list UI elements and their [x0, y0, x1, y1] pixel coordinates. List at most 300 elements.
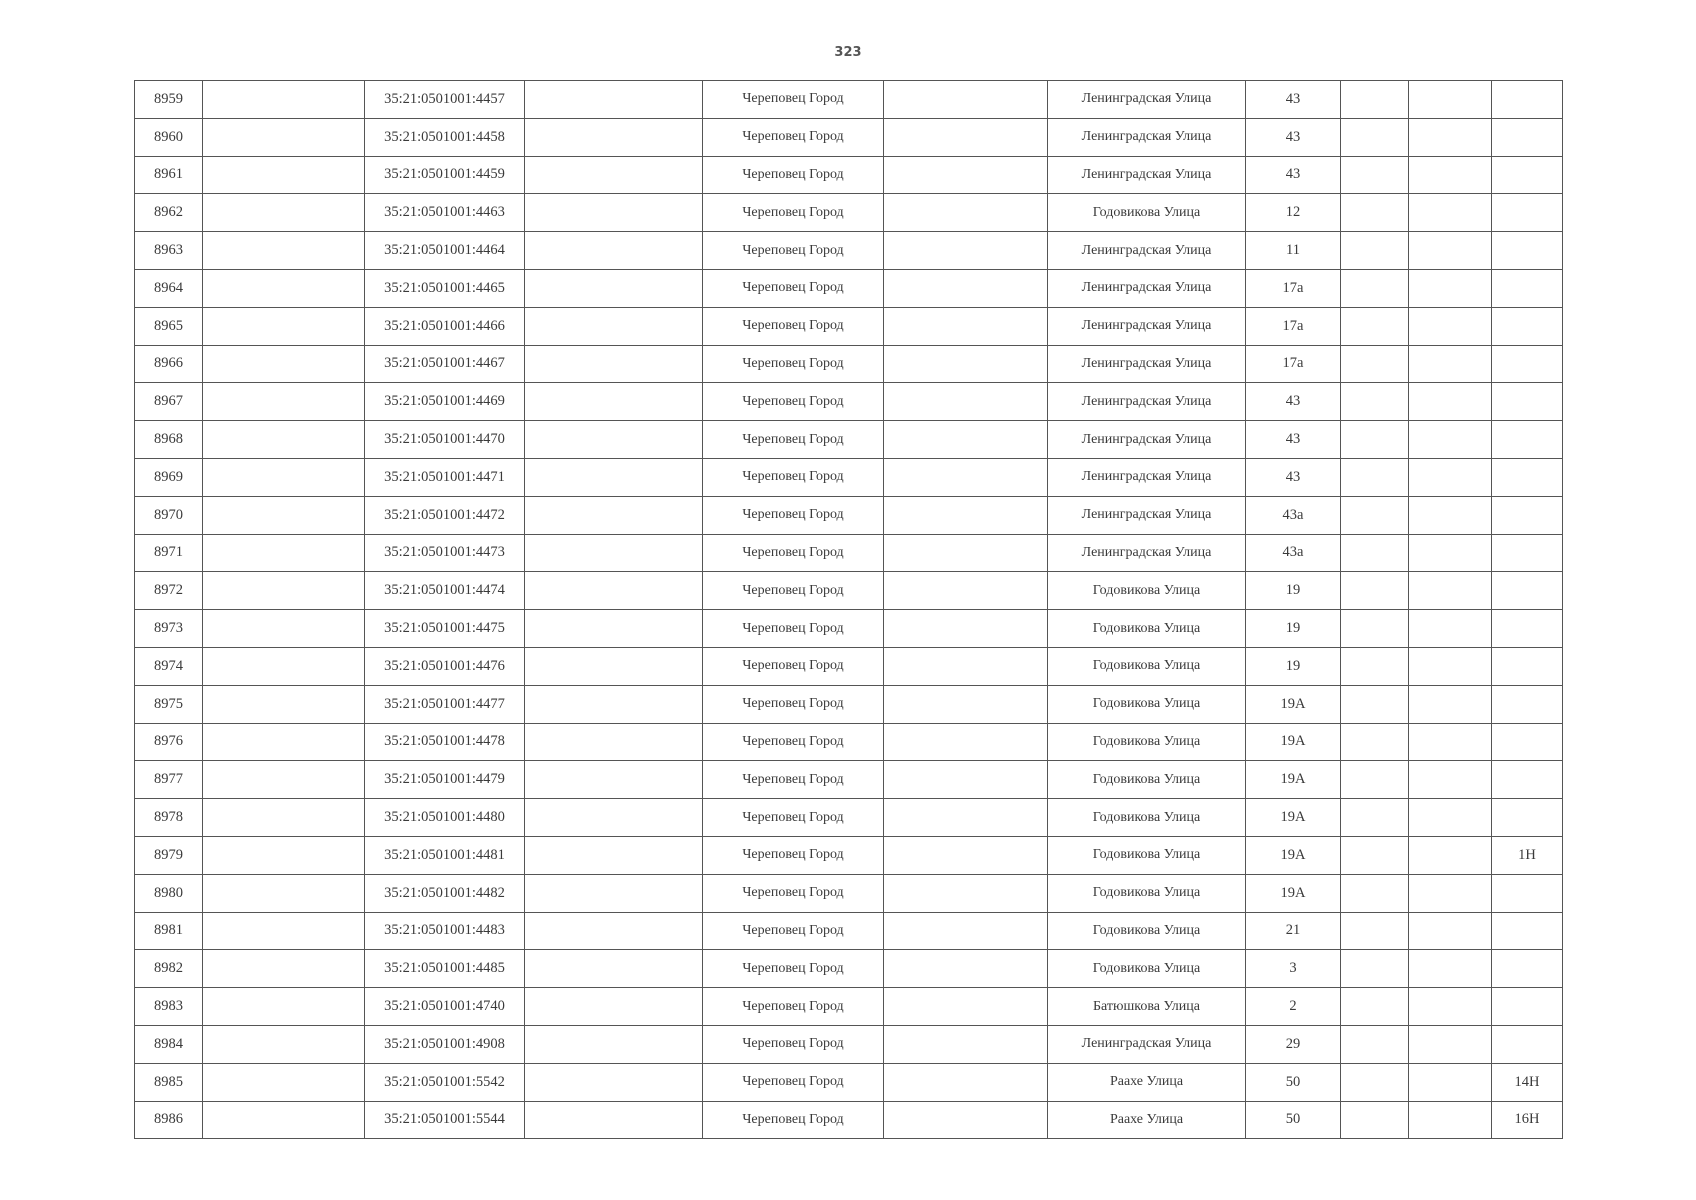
street-cell: Ленинградская Улица [1048, 496, 1246, 534]
empty-cell [525, 761, 703, 799]
empty-cell [884, 232, 1048, 270]
empty-cell [1341, 761, 1409, 799]
premises-number-cell: 14Н [1492, 1063, 1563, 1101]
empty-cell [203, 799, 365, 837]
empty-cell [1341, 269, 1409, 307]
empty-cell [203, 685, 365, 723]
street-cell: Годовикова Улица [1048, 685, 1246, 723]
table-row [135, 269, 1563, 307]
cadastral-number-cell: 35:21:0501001:4469 [365, 383, 525, 421]
cadastral-number-cell: 35:21:0501001:4479 [365, 761, 525, 799]
cadastral-number-cell: 35:21:0501001:4477 [365, 685, 525, 723]
empty-cell [1409, 1101, 1492, 1139]
cadastral-number-cell: 35:21:0501001:4740 [365, 988, 525, 1026]
empty-cell [1409, 950, 1492, 988]
cadastral-number-cell: 35:21:0501001:4483 [365, 912, 525, 950]
empty-cell [525, 610, 703, 648]
empty-cell [525, 421, 703, 459]
street-cell: Раахе Улица [1048, 1063, 1246, 1101]
empty-cell [1409, 1063, 1492, 1101]
street-cell: Годовикова Улица [1048, 912, 1246, 950]
empty-cell [884, 685, 1048, 723]
row-number-cell: 8980 [135, 874, 203, 912]
empty-cell [1341, 912, 1409, 950]
street-cell: Ленинградская Улица [1048, 232, 1246, 270]
row-number-cell: 8965 [135, 307, 203, 345]
empty-cell [203, 269, 365, 307]
premises-number-cell [1492, 610, 1563, 648]
empty-cell [203, 874, 365, 912]
empty-cell [525, 647, 703, 685]
table-row [135, 950, 1563, 988]
city-cell: Череповец Город [703, 156, 884, 194]
page-number: 323 [834, 45, 862, 60]
house-number-cell: 2 [1246, 988, 1341, 1026]
empty-cell [203, 156, 365, 194]
premises-number-cell [1492, 761, 1563, 799]
cadastral-number-cell: 35:21:0501001:4474 [365, 572, 525, 610]
street-cell: Ленинградская Улица [1048, 1025, 1246, 1063]
table-row [135, 383, 1563, 421]
empty-cell [203, 534, 365, 572]
street-cell: Ленинградская Улица [1048, 156, 1246, 194]
table-row [135, 1101, 1563, 1139]
premises-number-cell [1492, 269, 1563, 307]
empty-cell [1341, 383, 1409, 421]
city-cell: Череповец Город [703, 421, 884, 459]
empty-cell [525, 81, 703, 119]
house-number-cell: 3 [1246, 950, 1341, 988]
empty-cell [884, 421, 1048, 459]
empty-cell [203, 345, 365, 383]
empty-cell [884, 345, 1048, 383]
empty-cell [1341, 647, 1409, 685]
premises-number-cell [1492, 799, 1563, 837]
row-number-cell: 8979 [135, 836, 203, 874]
premises-number-cell [1492, 534, 1563, 572]
row-number-cell: 8983 [135, 988, 203, 1026]
city-cell: Череповец Город [703, 1101, 884, 1139]
empty-cell [1341, 1025, 1409, 1063]
empty-cell [203, 647, 365, 685]
city-cell: Череповец Город [703, 534, 884, 572]
empty-cell [203, 307, 365, 345]
cadastral-number-cell: 35:21:0501001:4463 [365, 194, 525, 232]
empty-cell [203, 458, 365, 496]
house-number-cell: 19А [1246, 761, 1341, 799]
premises-number-cell [1492, 912, 1563, 950]
cadastral-number-cell: 35:21:0501001:4458 [365, 118, 525, 156]
empty-cell [1409, 232, 1492, 270]
premises-number-cell [1492, 194, 1563, 232]
premises-number-cell [1492, 81, 1563, 119]
house-number-cell: 17а [1246, 307, 1341, 345]
street-cell: Ленинградская Улица [1048, 81, 1246, 119]
city-cell: Череповец Город [703, 874, 884, 912]
empty-cell [1409, 572, 1492, 610]
cadastral-number-cell: 35:21:0501001:4470 [365, 421, 525, 459]
empty-cell [1341, 232, 1409, 270]
street-cell: Раахе Улица [1048, 1101, 1246, 1139]
city-cell: Череповец Город [703, 458, 884, 496]
house-number-cell: 21 [1246, 912, 1341, 950]
empty-cell [1409, 118, 1492, 156]
street-cell: Годовикова Улица [1048, 950, 1246, 988]
table-row [135, 874, 1563, 912]
table-row [135, 988, 1563, 1026]
table-row [135, 345, 1563, 383]
row-number-cell: 8984 [135, 1025, 203, 1063]
house-number-cell: 29 [1246, 1025, 1341, 1063]
empty-cell [203, 761, 365, 799]
row-number-cell: 8976 [135, 723, 203, 761]
house-number-cell: 19А [1246, 723, 1341, 761]
city-cell: Череповец Город [703, 194, 884, 232]
cadastral-number-cell: 35:21:0501001:4475 [365, 610, 525, 648]
empty-cell [203, 421, 365, 459]
table-row [135, 421, 1563, 459]
cadastral-number-cell: 35:21:0501001:4480 [365, 799, 525, 837]
house-number-cell: 43 [1246, 81, 1341, 119]
empty-cell [1409, 307, 1492, 345]
empty-cell [884, 1025, 1048, 1063]
empty-cell [1341, 156, 1409, 194]
street-cell: Годовикова Улица [1048, 723, 1246, 761]
empty-cell [525, 118, 703, 156]
city-cell: Череповец Город [703, 81, 884, 119]
empty-cell [525, 685, 703, 723]
table-row [135, 836, 1563, 874]
empty-cell [525, 572, 703, 610]
empty-cell [884, 572, 1048, 610]
row-number-cell: 8961 [135, 156, 203, 194]
empty-cell [884, 269, 1048, 307]
empty-cell [1409, 81, 1492, 119]
empty-cell [884, 1101, 1048, 1139]
cadastral-number-cell: 35:21:0501001:5544 [365, 1101, 525, 1139]
row-number-cell: 8970 [135, 496, 203, 534]
empty-cell [203, 1101, 365, 1139]
empty-cell [1409, 912, 1492, 950]
premises-number-cell [1492, 156, 1563, 194]
empty-cell [203, 723, 365, 761]
cadastral-number-cell: 35:21:0501001:4471 [365, 458, 525, 496]
cadastral-number-cell: 35:21:0501001:4481 [365, 836, 525, 874]
empty-cell [884, 194, 1048, 232]
empty-cell [525, 723, 703, 761]
empty-cell [1341, 534, 1409, 572]
city-cell: Череповец Город [703, 988, 884, 1026]
empty-cell [1341, 799, 1409, 837]
empty-cell [203, 988, 365, 1026]
table-row [135, 232, 1563, 270]
house-number-cell: 17а [1246, 345, 1341, 383]
empty-cell [525, 950, 703, 988]
house-number-cell: 19А [1246, 799, 1341, 837]
empty-cell [884, 610, 1048, 648]
empty-cell [1409, 799, 1492, 837]
empty-cell [203, 912, 365, 950]
row-number-cell: 8960 [135, 118, 203, 156]
table-row [135, 1025, 1563, 1063]
empty-cell [1409, 421, 1492, 459]
empty-cell [525, 874, 703, 912]
empty-cell [1409, 836, 1492, 874]
empty-cell [525, 534, 703, 572]
row-number-cell: 8981 [135, 912, 203, 950]
street-cell: Ленинградская Улица [1048, 118, 1246, 156]
empty-cell [1341, 685, 1409, 723]
street-cell: Годовикова Улица [1048, 874, 1246, 912]
table-row [135, 912, 1563, 950]
table-row [135, 723, 1563, 761]
table-row [135, 572, 1563, 610]
city-cell: Череповец Город [703, 761, 884, 799]
street-cell: Годовикова Улица [1048, 761, 1246, 799]
empty-cell [1341, 874, 1409, 912]
empty-cell [1341, 836, 1409, 874]
empty-cell [1341, 572, 1409, 610]
street-cell: Ленинградская Улица [1048, 345, 1246, 383]
premises-number-cell [1492, 1025, 1563, 1063]
empty-cell [884, 761, 1048, 799]
table-row [135, 496, 1563, 534]
registry-body [135, 81, 1563, 1139]
empty-cell [884, 458, 1048, 496]
empty-cell [1409, 458, 1492, 496]
city-cell: Череповец Город [703, 232, 884, 270]
empty-cell [884, 874, 1048, 912]
empty-cell [525, 345, 703, 383]
street-cell: Ленинградская Улица [1048, 307, 1246, 345]
empty-cell [525, 383, 703, 421]
empty-cell [203, 496, 365, 534]
empty-cell [525, 232, 703, 270]
table-row [135, 647, 1563, 685]
row-number-cell: 8963 [135, 232, 203, 270]
row-number-cell: 8985 [135, 1063, 203, 1101]
premises-number-cell [1492, 685, 1563, 723]
table-row [135, 1063, 1563, 1101]
empty-cell [1341, 1101, 1409, 1139]
empty-cell [525, 496, 703, 534]
house-number-cell: 11 [1246, 232, 1341, 270]
empty-cell [1409, 194, 1492, 232]
empty-cell [1409, 1025, 1492, 1063]
empty-cell [884, 988, 1048, 1026]
premises-number-cell [1492, 950, 1563, 988]
cadastral-number-cell: 35:21:0501001:5542 [365, 1063, 525, 1101]
city-cell: Череповец Город [703, 1063, 884, 1101]
city-cell: Череповец Город [703, 496, 884, 534]
cadastral-number-cell: 35:21:0501001:4482 [365, 874, 525, 912]
row-number-cell: 8967 [135, 383, 203, 421]
house-number-cell: 43 [1246, 118, 1341, 156]
empty-cell [884, 647, 1048, 685]
cadastral-number-cell: 35:21:0501001:4476 [365, 647, 525, 685]
row-number-cell: 8972 [135, 572, 203, 610]
premises-number-cell [1492, 345, 1563, 383]
table-row [135, 118, 1563, 156]
house-number-cell: 43 [1246, 156, 1341, 194]
empty-cell [525, 1063, 703, 1101]
premises-number-cell [1492, 458, 1563, 496]
empty-cell [525, 1025, 703, 1063]
empty-cell [1409, 874, 1492, 912]
empty-cell [203, 950, 365, 988]
premises-number-cell [1492, 723, 1563, 761]
city-cell: Череповец Город [703, 118, 884, 156]
empty-cell [525, 836, 703, 874]
premises-number-cell [1492, 421, 1563, 459]
premises-number-cell [1492, 647, 1563, 685]
city-cell: Череповец Город [703, 685, 884, 723]
cadastral-number-cell: 35:21:0501001:4478 [365, 723, 525, 761]
city-cell: Череповец Город [703, 723, 884, 761]
street-cell: Годовикова Улица [1048, 647, 1246, 685]
city-cell: Череповец Город [703, 572, 884, 610]
empty-cell [1409, 647, 1492, 685]
row-number-cell: 8975 [135, 685, 203, 723]
empty-cell [1409, 496, 1492, 534]
row-number-cell: 8969 [135, 458, 203, 496]
empty-cell [884, 383, 1048, 421]
empty-cell [884, 912, 1048, 950]
city-cell: Череповец Город [703, 1025, 884, 1063]
empty-cell [884, 799, 1048, 837]
table-row [135, 194, 1563, 232]
empty-cell [1341, 345, 1409, 383]
row-number-cell: 8982 [135, 950, 203, 988]
empty-cell [203, 194, 365, 232]
empty-cell [525, 799, 703, 837]
house-number-cell: 12 [1246, 194, 1341, 232]
premises-number-cell [1492, 307, 1563, 345]
house-number-cell: 19 [1246, 572, 1341, 610]
premises-number-cell [1492, 118, 1563, 156]
empty-cell [1341, 496, 1409, 534]
street-cell: Ленинградская Улица [1048, 458, 1246, 496]
street-cell: Ленинградская Улица [1048, 421, 1246, 459]
empty-cell [884, 156, 1048, 194]
table-row [135, 799, 1563, 837]
empty-cell [1409, 383, 1492, 421]
empty-cell [203, 1025, 365, 1063]
table-row [135, 685, 1563, 723]
empty-cell [884, 836, 1048, 874]
table-row [135, 534, 1563, 572]
premises-number-cell [1492, 383, 1563, 421]
city-cell: Череповец Город [703, 950, 884, 988]
street-cell: Годовикова Улица [1048, 194, 1246, 232]
street-cell: Ленинградская Улица [1048, 534, 1246, 572]
premises-number-cell [1492, 232, 1563, 270]
house-number-cell: 19 [1246, 647, 1341, 685]
empty-cell [203, 118, 365, 156]
city-cell: Череповец Город [703, 799, 884, 837]
empty-cell [525, 458, 703, 496]
city-cell: Череповец Город [703, 307, 884, 345]
empty-cell [1341, 1063, 1409, 1101]
empty-cell [203, 232, 365, 270]
table-row [135, 458, 1563, 496]
empty-cell [525, 1101, 703, 1139]
row-number-cell: 8973 [135, 610, 203, 648]
empty-cell [884, 81, 1048, 119]
cadastral-number-cell: 35:21:0501001:4472 [365, 496, 525, 534]
cadastral-number-cell: 35:21:0501001:4473 [365, 534, 525, 572]
empty-cell [884, 950, 1048, 988]
house-number-cell: 50 [1246, 1101, 1341, 1139]
house-number-cell: 43а [1246, 496, 1341, 534]
empty-cell [1341, 610, 1409, 648]
cadastral-number-cell: 35:21:0501001:4485 [365, 950, 525, 988]
row-number-cell: 8978 [135, 799, 203, 837]
empty-cell [1409, 723, 1492, 761]
house-number-cell: 43 [1246, 458, 1341, 496]
cadastral-number-cell: 35:21:0501001:4459 [365, 156, 525, 194]
empty-cell [525, 194, 703, 232]
empty-cell [525, 912, 703, 950]
house-number-cell: 43а [1246, 534, 1341, 572]
city-cell: Череповец Город [703, 836, 884, 874]
empty-cell [884, 118, 1048, 156]
premises-number-cell [1492, 572, 1563, 610]
empty-cell [1341, 458, 1409, 496]
street-cell: Батюшкова Улица [1048, 988, 1246, 1026]
premises-number-cell [1492, 496, 1563, 534]
empty-cell [1409, 534, 1492, 572]
empty-cell [1341, 118, 1409, 156]
row-number-cell: 8959 [135, 81, 203, 119]
empty-cell [203, 1063, 365, 1101]
empty-cell [884, 1063, 1048, 1101]
street-cell: Годовикова Улица [1048, 799, 1246, 837]
city-cell: Череповец Город [703, 383, 884, 421]
empty-cell [1409, 156, 1492, 194]
table-row [135, 81, 1563, 119]
house-number-cell: 43 [1246, 383, 1341, 421]
city-cell: Череповец Город [703, 647, 884, 685]
empty-cell [1341, 988, 1409, 1026]
street-cell: Ленинградская Улица [1048, 269, 1246, 307]
empty-cell [1341, 307, 1409, 345]
empty-cell [1341, 950, 1409, 988]
row-number-cell: 8977 [135, 761, 203, 799]
row-number-cell: 8962 [135, 194, 203, 232]
table-row [135, 156, 1563, 194]
empty-cell [1409, 269, 1492, 307]
house-number-cell: 19 [1246, 610, 1341, 648]
empty-cell [1341, 194, 1409, 232]
empty-cell [525, 156, 703, 194]
empty-cell [203, 383, 365, 421]
street-cell: Годовикова Улица [1048, 836, 1246, 874]
row-number-cell: 8974 [135, 647, 203, 685]
empty-cell [525, 269, 703, 307]
house-number-cell: 19А [1246, 836, 1341, 874]
table-row [135, 307, 1563, 345]
premises-number-cell [1492, 874, 1563, 912]
empty-cell [1341, 421, 1409, 459]
empty-cell [203, 572, 365, 610]
street-cell: Годовикова Улица [1048, 610, 1246, 648]
house-number-cell: 19А [1246, 685, 1341, 723]
empty-cell [203, 836, 365, 874]
empty-cell [1409, 345, 1492, 383]
empty-cell [203, 610, 365, 648]
empty-cell [884, 307, 1048, 345]
